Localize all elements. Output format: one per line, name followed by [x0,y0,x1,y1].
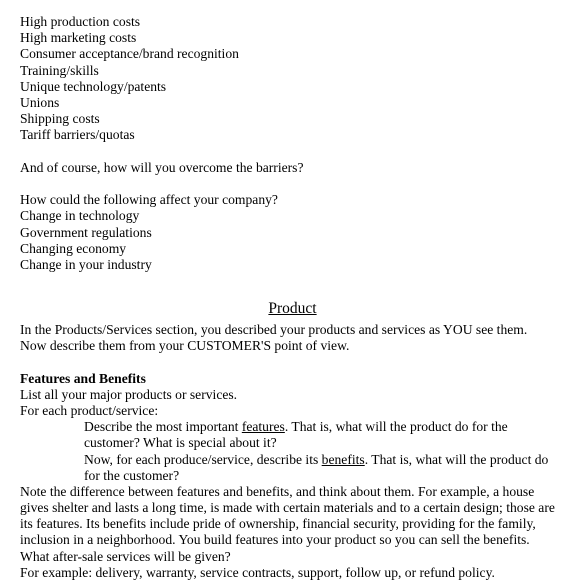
barrier-item: Consumer acceptance/brand recognition [20,46,239,62]
affect-item: Changing economy [20,240,127,256]
note-line: What after-sale services will be given? [20,548,231,564]
intro-line: In the Products/Services section, you described your products and services as YOU see them. [20,322,528,337]
barrier-item: Unique technology/patents [20,78,167,94]
intro-line: Now describe them from your CUSTOMER'S point of view. [20,338,350,354]
affect-question: How could the following affect your company? [20,192,278,208]
barrier-item: Training/skills [20,62,99,78]
benefits-term: benefits [321,451,365,467]
barrier-item: Tariff barriers/quotas [20,127,135,143]
product-section [20,322,580,581]
affect-item: Government regulations [20,224,152,240]
list-major-line: List all your major products or services. [20,386,238,402]
note-line: its features. Its benefits include pride of ownership, financial security, providing for the family, [20,516,536,532]
note-line: Note the difference between features and benefits, and think about them. For example, a house [20,483,535,499]
barrier-item: Unions [20,95,60,111]
spacer [20,354,580,370]
describe-features-line [20,419,580,435]
features-term: features [241,419,285,435]
describe-benefits-line [20,452,580,468]
note-line: For example: delivery, warranty, service contracts, support, follow up, or refund policy. [20,564,495,580]
barriers-section [20,14,580,273]
affect-item: Change in technology [20,208,140,224]
note-line: gives shelter and lasts a long time, is made with certain materials and to a certain design; those are [20,500,555,516]
describe-features-line-2: customer? What is special about it? [84,435,277,451]
features-heading: Features and Benefits [20,370,146,386]
barrier-item: High marketing costs [20,30,137,46]
benefits-pre: Now, for each produce/service, describe its [84,451,322,467]
note-line: inclusion in a neighborhood. You build features into your product so you can sell the benefits. [20,532,530,548]
overcome-question: And of course, how will you overcome the barriers? [20,159,304,175]
describe-pre: Describe the most important [84,419,242,435]
affect-item: Change in your industry [20,257,152,273]
product-heading: Product [268,300,317,317]
spacer [20,144,580,160]
for-each-line: For each product/service: [20,402,159,418]
describe-post: . That is, what will the product do for the [284,419,508,435]
barrier-item: High production costs [20,14,141,29]
describe-benefits-line-2: for the customer? [84,467,180,483]
spacer [20,176,580,192]
benefits-post: . That is, what will the product do [364,451,549,467]
barrier-item: Shipping costs [20,111,100,127]
